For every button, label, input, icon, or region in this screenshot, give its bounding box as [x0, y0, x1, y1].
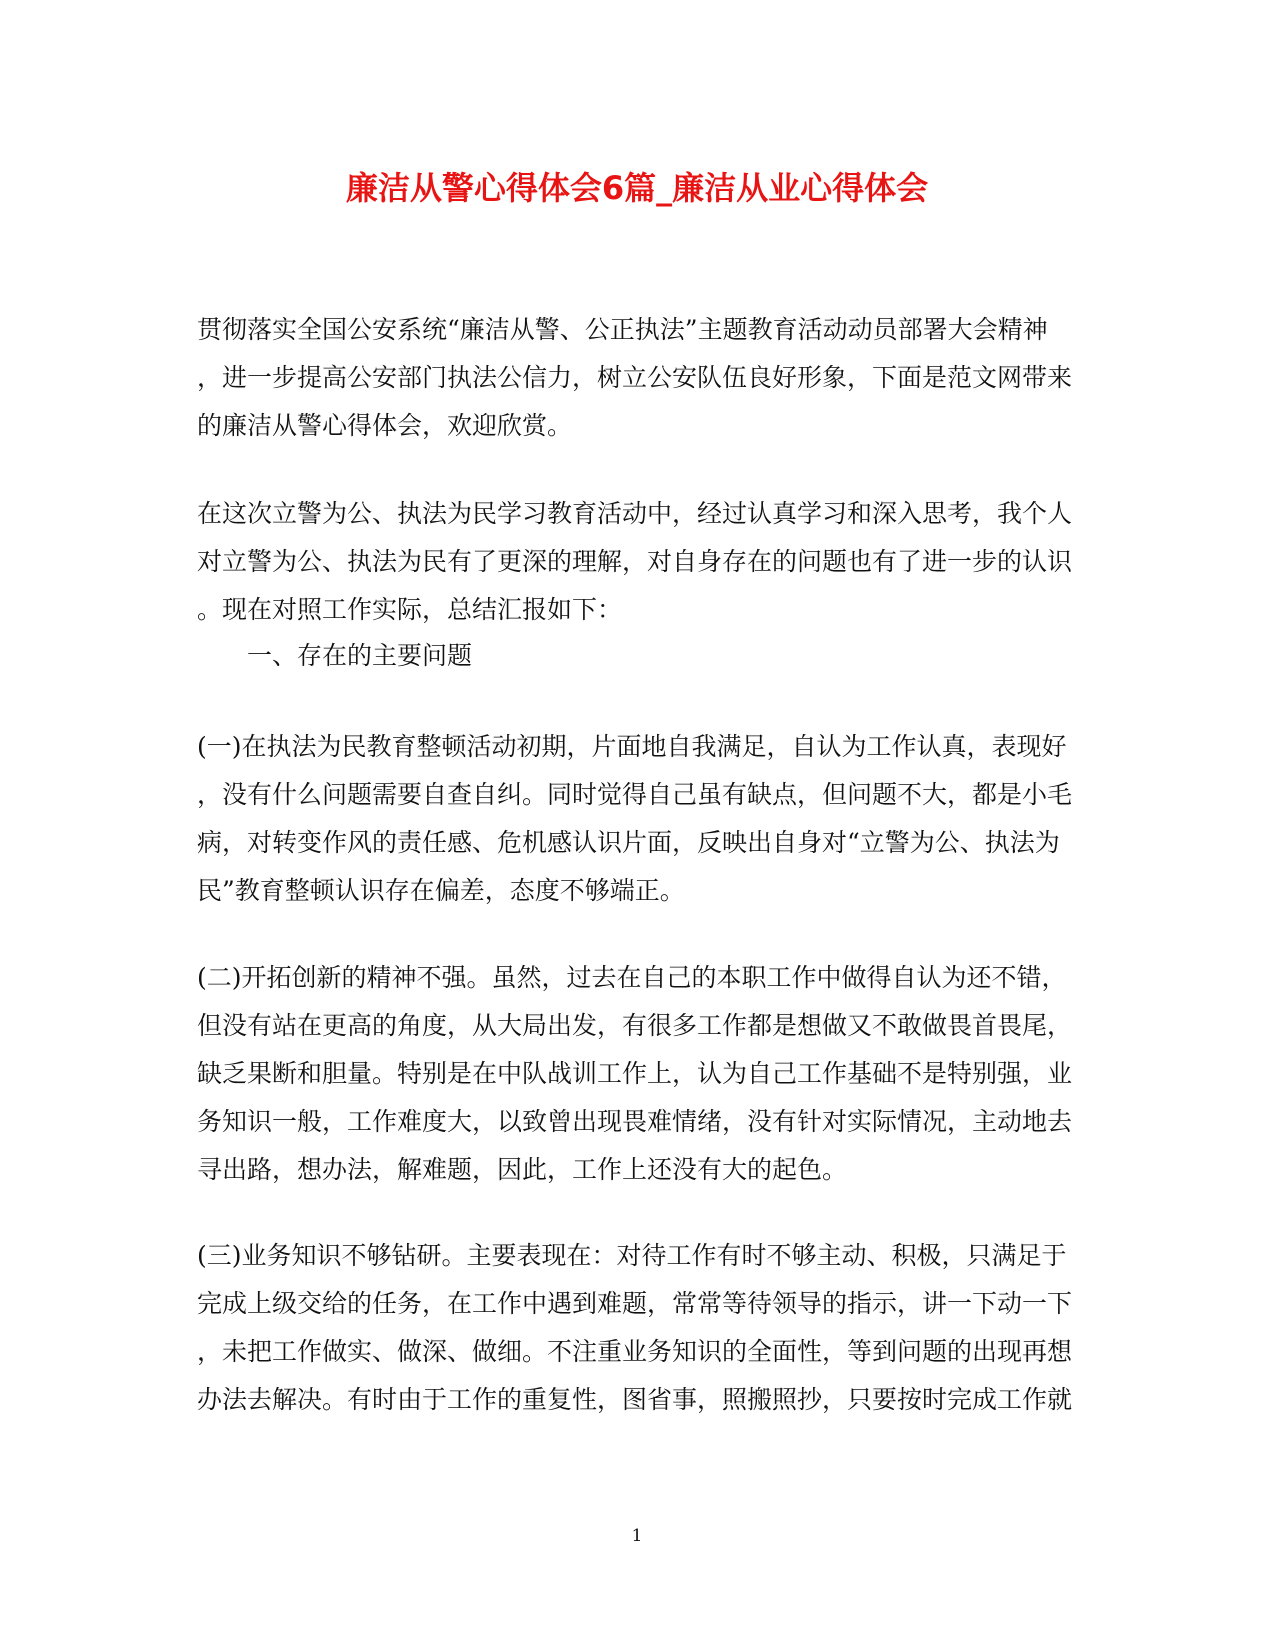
text-line: 贯彻落实全国公安系统“廉洁从警、公正执法”主题教育活动动员部署大会精神 — [197, 315, 1048, 344]
text-line: 病，对转变作风的责任感、危机感认识片面，反映出自身对“立警为公、执法为 — [197, 828, 1060, 857]
text-line: 的廉洁从警心得体会，欢迎欣赏。 — [197, 411, 573, 440]
text-line: 。现在对照工作实际，总结汇报如下： — [197, 595, 623, 624]
document-title: 廉洁从警心得体会6篇_廉洁从业心得体会 — [345, 169, 929, 207]
intro-paragraph — [197, 306, 1077, 450]
problem-item-1 — [197, 723, 1077, 915]
text-line: ，进一步提高公安部门执法公信力，树立公安队伍良好形象，下面是范文网带来 — [197, 363, 1073, 392]
section-heading: 一、存在的主要问题 — [247, 641, 473, 670]
page-number: 1 — [631, 1526, 643, 1546]
text-line: 缺乏果断和胆量。特别是在中队战训工作上，认为自己工作基础不是特别强，业 — [197, 1059, 1073, 1088]
text-line: 对立警为公、执法为民有了更深的理解，对自身存在的问题也有了进一步的认识 — [197, 547, 1073, 576]
text-line: 务知识一般，工作难度大，以致曾出现畏难情绪，没有针对实际情况，主动地去 — [197, 1107, 1073, 1136]
problem-item-2 — [197, 954, 1077, 1194]
text-line: ，没有什么问题需要自查自纠。同时觉得自己虽有缺点，但问题不大，都是小毛 — [197, 780, 1073, 809]
text-line: 但没有站在更高的角度，从大局出发，有很多工作都是想做又不敢做畏首畏尾， — [197, 1011, 1073, 1040]
text-line: (二)开拓创新的精神不强。虽然，过去在自己的本职工作中做得自认为还不错， — [197, 963, 1067, 992]
problem-item-3 — [197, 1232, 1077, 1424]
body-paragraph-1 — [197, 490, 1077, 634]
text-line: 办法去解决。有时由于工作的重复性，图省事，照搬照抄，只要按时完成工作就 — [197, 1385, 1073, 1414]
text-line: ，未把工作做实、做深、做细。不注重业务知识的全面性，等到问题的出现再想 — [197, 1337, 1073, 1366]
text-line: (一)在执法为民教育整顿活动初期，片面地自我满足，自认为工作认真，表现好 — [197, 732, 1067, 761]
text-line: (三)业务知识不够钻研。主要表现在：对待工作有时不够主动、积极，只满足于 — [197, 1241, 1067, 1270]
text-line: 寻出路，想办法，解难题，因此，工作上还没有大的起色。 — [197, 1155, 848, 1184]
text-line: 民”教育整顿认识存在偏差，态度不够端正。 — [197, 876, 685, 905]
text-line: 完成上级交给的任务，在工作中遇到难题，常常等待领导的指示，讲一下动一下 — [197, 1289, 1073, 1318]
text-line: 在这次立警为公、执法为民学习教育活动中，经过认真学习和深入思考，我个人 — [197, 499, 1073, 528]
